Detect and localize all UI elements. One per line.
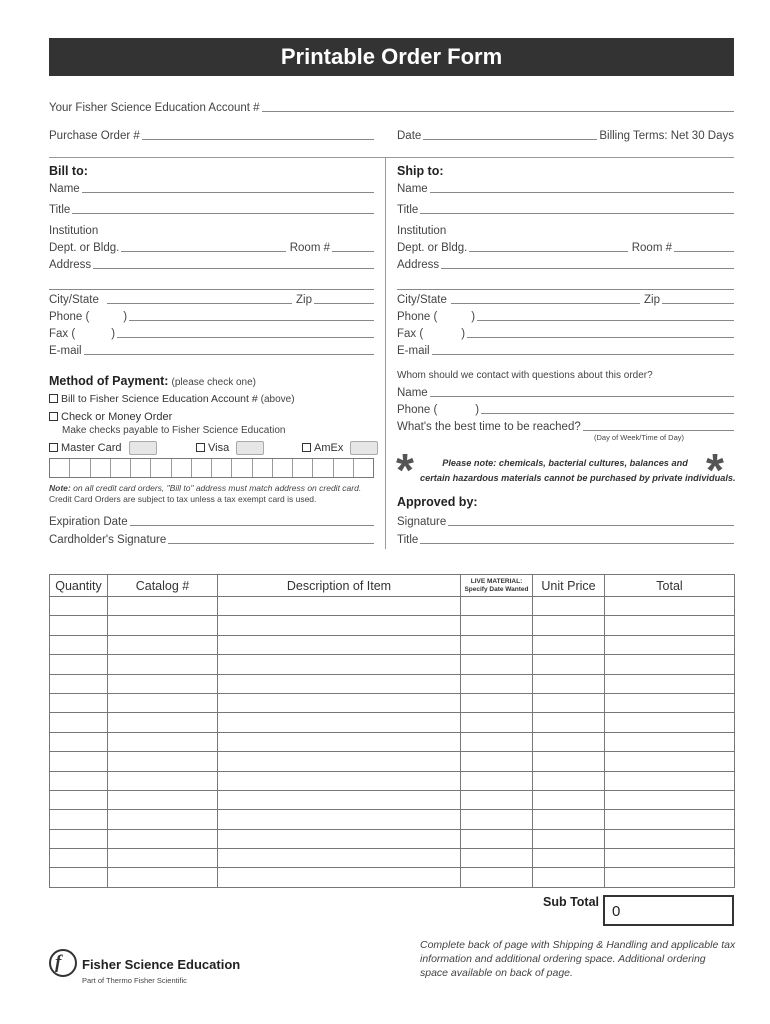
total-cell[interactable] xyxy=(605,616,735,635)
quantity-cell[interactable] xyxy=(50,868,108,887)
unit-price-cell[interactable] xyxy=(533,810,605,829)
bill-email-field[interactable] xyxy=(49,343,374,357)
ship-fax-label: Fax ( xyxy=(397,328,424,340)
live-material-cell[interactable] xyxy=(461,771,533,790)
quantity-cell[interactable] xyxy=(50,790,108,809)
total-cell[interactable] xyxy=(605,597,735,616)
catalog-cell[interactable] xyxy=(108,616,218,635)
total-cell[interactable] xyxy=(605,790,735,809)
table-row xyxy=(50,790,735,809)
amex-logo-icon xyxy=(350,441,378,455)
contact-phone-label: Phone ( xyxy=(397,404,438,416)
live-material-cell[interactable] xyxy=(461,655,533,674)
mastercard-checkbox[interactable] xyxy=(49,443,58,452)
ship-email-label: E-mail xyxy=(397,345,430,357)
bill-fax-field[interactable] xyxy=(49,326,374,340)
table-row xyxy=(50,597,735,616)
mastercard-option[interactable] xyxy=(49,441,157,455)
bill-address-field[interactable] xyxy=(49,257,374,271)
description-cell[interactable] xyxy=(218,849,461,868)
live-material-cell[interactable] xyxy=(461,713,533,732)
billing-terms: Billing Terms: Net 30 Days xyxy=(599,130,734,142)
quantity-cell[interactable] xyxy=(50,849,108,868)
description-cell[interactable] xyxy=(218,635,461,654)
page-title: Printable Order Form xyxy=(49,38,734,76)
description-cell[interactable] xyxy=(218,597,461,616)
hazard-note xyxy=(420,456,736,486)
catalog-cell[interactable] xyxy=(108,790,218,809)
quantity-cell[interactable] xyxy=(50,597,108,616)
total-cell[interactable] xyxy=(605,752,735,771)
table-row xyxy=(50,752,735,771)
live-material-cell[interactable] xyxy=(461,829,533,848)
ship-city-label: City/State xyxy=(397,294,447,306)
live-material-cell[interactable] xyxy=(461,732,533,751)
description-cell[interactable] xyxy=(218,829,461,848)
contact-question: Whom should we contact with questions about this order? xyxy=(397,370,653,381)
bill-zip-label: Zip xyxy=(296,294,312,306)
approved-heading: Approved by: xyxy=(397,495,478,509)
ship-institution-field[interactable] xyxy=(397,223,734,237)
ship-city-field[interactable] xyxy=(397,292,734,306)
card-number-grid[interactable] xyxy=(49,458,374,478)
ship-phone-paren: ) xyxy=(471,311,476,323)
live-material-cell[interactable] xyxy=(461,790,533,809)
quantity-cell[interactable] xyxy=(50,829,108,848)
quantity-cell[interactable] xyxy=(50,674,108,693)
fisher-logo-icon: f xyxy=(49,949,77,977)
total-cell[interactable] xyxy=(605,868,735,887)
live-material-subtitle: Specify Date Wanted xyxy=(464,585,529,593)
subtotal-field[interactable]: 0 xyxy=(603,895,734,926)
ship-fax-paren: ) xyxy=(461,328,466,340)
expiration-field[interactable] xyxy=(49,514,374,528)
bill-city-field[interactable] xyxy=(49,292,374,306)
catalog-cell[interactable] xyxy=(108,849,218,868)
card-note-bold: Note: xyxy=(49,483,71,493)
live-material-cell[interactable] xyxy=(461,752,533,771)
cardholder-field[interactable] xyxy=(49,532,374,546)
ship-dept-label: Dept. or Bldg. xyxy=(397,242,468,254)
description-cell[interactable] xyxy=(218,616,461,635)
unit-price-cell[interactable] xyxy=(533,829,605,848)
catalog-cell[interactable] xyxy=(108,655,218,674)
ship-fax-field[interactable] xyxy=(397,326,734,340)
cardholder-label: Cardholder's Signature xyxy=(49,534,167,546)
table-row xyxy=(50,674,735,693)
amex-option[interactable] xyxy=(302,441,378,455)
quantity-cell[interactable] xyxy=(50,616,108,635)
description-cell[interactable] xyxy=(218,732,461,751)
total-cell[interactable] xyxy=(605,849,735,868)
mastercard-label: Master Card xyxy=(61,441,122,454)
ship-institution-label: Institution xyxy=(397,225,447,237)
ship-phone-label: Phone ( xyxy=(397,311,438,323)
unit-price-cell[interactable] xyxy=(533,693,605,712)
total-cell[interactable] xyxy=(605,635,735,654)
unit-price-cell[interactable] xyxy=(533,849,605,868)
bill-phone-field[interactable] xyxy=(49,309,374,323)
quantity-cell[interactable] xyxy=(50,732,108,751)
live-material-cell[interactable] xyxy=(461,597,533,616)
table-row xyxy=(50,810,735,829)
description-cell[interactable] xyxy=(218,810,461,829)
ship-address-label: Address xyxy=(397,259,440,271)
card-note-text: on all credit card orders, "Bill to" address must match address on credit card. xyxy=(73,483,362,493)
table-header-row xyxy=(50,575,735,597)
approval-signature-field[interactable] xyxy=(397,514,734,528)
table-row xyxy=(50,635,735,654)
visa-logo-icon xyxy=(236,441,264,455)
column-divider xyxy=(385,157,386,549)
description-cell[interactable] xyxy=(218,771,461,790)
contact-name-label: Name xyxy=(397,387,428,399)
bill-institution-field[interactable] xyxy=(49,223,374,237)
visa-label: Visa xyxy=(208,441,230,454)
total-cell[interactable] xyxy=(605,732,735,751)
ship-room-label: Room # xyxy=(631,242,672,254)
bill-name-label: Name xyxy=(49,183,80,195)
best-time-label: What's the best time to be reached? xyxy=(397,421,581,433)
bill-address-label: Address xyxy=(49,259,92,271)
account-label: Your Fisher Science Education Account # xyxy=(49,102,260,114)
live-material-cell[interactable] xyxy=(461,693,533,712)
description-cell[interactable] xyxy=(218,868,461,887)
live-material-header xyxy=(461,575,533,597)
bill-dept-field[interactable] xyxy=(49,240,374,254)
table-row xyxy=(50,732,735,751)
live-material-title: LIVE MATERIAL: xyxy=(470,577,523,585)
quantity-cell[interactable] xyxy=(50,752,108,771)
ship-to-heading: Ship to: xyxy=(397,164,444,178)
catalog-cell[interactable] xyxy=(108,752,218,771)
unit-price-cell[interactable] xyxy=(533,674,605,693)
unit-price-cell[interactable] xyxy=(533,790,605,809)
catalog-cell[interactable] xyxy=(108,597,218,616)
description-cell[interactable] xyxy=(218,790,461,809)
logo-name: Fisher Science Education xyxy=(82,957,241,972)
bill-name-field[interactable] xyxy=(49,181,374,195)
total-cell[interactable] xyxy=(605,655,735,674)
check-note: Make checks payable to Fisher Science Education xyxy=(62,425,286,436)
table-row xyxy=(50,655,735,674)
ship-dept-field[interactable] xyxy=(397,240,734,254)
bill-account-note: (above) xyxy=(260,394,295,405)
description-cell[interactable] xyxy=(218,752,461,771)
catalog-cell[interactable] xyxy=(108,771,218,790)
asterisk-icon: * xyxy=(706,444,724,496)
check-label: Check or Money Order xyxy=(61,411,173,423)
description-cell[interactable] xyxy=(218,674,461,693)
table-row xyxy=(50,693,735,712)
bill-account-checkbox[interactable] xyxy=(49,394,58,403)
table-row xyxy=(50,771,735,790)
total-cell[interactable] xyxy=(605,829,735,848)
amex-checkbox[interactable] xyxy=(302,443,311,452)
ship-title-field[interactable] xyxy=(397,202,734,216)
payment-heading xyxy=(49,374,256,388)
unit-price-header: Unit Price xyxy=(533,575,605,597)
total-header: Total xyxy=(605,575,735,597)
po-field[interactable] xyxy=(49,128,374,142)
footer-note: Complete back of page with Shipping & Handling and applicable tax information and additional ordering space. Additional ordering space available on back of page. xyxy=(420,939,736,979)
unit-price-cell[interactable] xyxy=(533,655,605,674)
bill-email-label: E-mail xyxy=(49,345,82,357)
order-items-table xyxy=(49,574,735,888)
tax-note: Credit Card Orders are subject to tax unless a tax exempt card is used. xyxy=(49,494,317,504)
approval-title-field[interactable] xyxy=(397,532,734,546)
unit-price-cell[interactable] xyxy=(533,752,605,771)
live-material-cell[interactable] xyxy=(461,616,533,635)
logo-tagline: Part of Thermo Fisher Scientific xyxy=(82,976,187,985)
ship-address-field[interactable] xyxy=(397,257,734,271)
approval-signature-label: Signature xyxy=(397,516,447,528)
unit-price-cell[interactable] xyxy=(533,635,605,654)
ship-phone-field[interactable] xyxy=(397,309,734,323)
unit-price-cell[interactable] xyxy=(533,732,605,751)
catalog-cell[interactable] xyxy=(108,810,218,829)
amex-label: AmEx xyxy=(314,441,344,454)
hazard-note-line1: Please note: chemicals, bacterial cultures, balances and xyxy=(442,458,688,468)
total-cell[interactable] xyxy=(605,771,735,790)
bill-title-field[interactable] xyxy=(49,202,374,216)
catalog-cell[interactable] xyxy=(108,693,218,712)
bill-to-heading: Bill to: xyxy=(49,164,88,178)
total-cell[interactable] xyxy=(605,713,735,732)
subtotal-label: Sub Total xyxy=(543,895,600,909)
catalog-cell[interactable] xyxy=(108,713,218,732)
expiration-label: Expiration Date xyxy=(49,516,128,528)
payment-heading-label: Method of Payment: xyxy=(49,374,169,388)
quantity-cell[interactable] xyxy=(50,635,108,654)
quantity-cell[interactable] xyxy=(50,713,108,732)
bill-account-label: Bill to Fisher Science Education Account # xyxy=(61,393,258,405)
bill-city-label: City/State xyxy=(49,294,99,306)
description-cell[interactable] xyxy=(218,693,461,712)
description-header: Description of Item xyxy=(218,575,461,597)
live-material-cell[interactable] xyxy=(461,868,533,887)
live-material-cell[interactable] xyxy=(461,635,533,654)
ship-name-field[interactable] xyxy=(397,181,734,195)
approval-title-label: Title xyxy=(397,534,419,546)
check-checkbox[interactable] xyxy=(49,412,58,421)
live-material-cell[interactable] xyxy=(461,810,533,829)
visa-checkbox[interactable] xyxy=(196,443,205,452)
check-option[interactable] xyxy=(49,411,172,423)
date-field[interactable] xyxy=(397,128,734,142)
unit-price-cell[interactable] xyxy=(533,713,605,732)
payment-heading-note: (please check one) xyxy=(171,377,257,388)
catalog-cell[interactable] xyxy=(108,674,218,693)
date-label: Date xyxy=(397,130,422,142)
quantity-cell[interactable] xyxy=(50,810,108,829)
table-row xyxy=(50,868,735,887)
best-time-field[interactable] xyxy=(397,419,734,433)
quantity-cell[interactable] xyxy=(50,655,108,674)
bill-room-label: Room # xyxy=(289,242,330,254)
divider xyxy=(49,157,734,158)
ship-name-label: Name xyxy=(397,183,428,195)
bill-dept-label: Dept. or Bldg. xyxy=(49,242,120,254)
live-material-cell[interactable] xyxy=(461,849,533,868)
catalog-cell[interactable] xyxy=(108,868,218,887)
contact-phone-field[interactable] xyxy=(397,402,734,416)
bill-phone-paren: ) xyxy=(123,311,128,323)
ship-title-label: Title xyxy=(397,204,419,216)
bill-phone-label: Phone ( xyxy=(49,311,90,323)
bill-account-option[interactable] xyxy=(49,393,295,405)
ship-email-field[interactable] xyxy=(397,343,734,357)
catalog-cell[interactable] xyxy=(108,635,218,654)
ship-address-line-2[interactable] xyxy=(397,289,734,290)
description-cell[interactable] xyxy=(218,655,461,674)
catalog-cell[interactable] xyxy=(108,732,218,751)
account-field[interactable] xyxy=(49,100,734,114)
catalog-cell[interactable] xyxy=(108,829,218,848)
catalog-header: Catalog # xyxy=(108,575,218,597)
unit-price-cell[interactable] xyxy=(533,616,605,635)
bill-fax-paren: ) xyxy=(111,328,116,340)
bill-title-label: Title xyxy=(49,204,71,216)
table-row xyxy=(50,616,735,635)
table-row xyxy=(50,829,735,848)
total-cell[interactable] xyxy=(605,674,735,693)
table-row xyxy=(50,849,735,868)
asterisk-icon: * xyxy=(396,444,414,496)
mastercard-logo-icon xyxy=(129,441,157,455)
bill-fax-label: Fax ( xyxy=(49,328,76,340)
hazard-note-line2: certain hazardous materials cannot be purchased by private individuals. xyxy=(420,473,736,483)
best-time-hint: (Day of Week/Time of Day) xyxy=(594,433,685,442)
unit-price-cell[interactable] xyxy=(533,868,605,887)
unit-price-cell[interactable] xyxy=(533,597,605,616)
contact-name-field[interactable] xyxy=(397,385,734,399)
card-address-note xyxy=(49,483,361,493)
table-row xyxy=(50,713,735,732)
quantity-cell[interactable] xyxy=(50,771,108,790)
ship-zip-label: Zip xyxy=(644,294,660,306)
description-cell[interactable] xyxy=(218,713,461,732)
bill-institution-label: Institution xyxy=(49,225,99,237)
visa-option[interactable] xyxy=(196,441,264,455)
quantity-cell[interactable] xyxy=(50,693,108,712)
live-material-cell[interactable] xyxy=(461,674,533,693)
bill-address-line-2[interactable] xyxy=(49,289,374,290)
quantity-header: Quantity xyxy=(50,575,108,597)
po-label: Purchase Order # xyxy=(49,130,140,142)
contact-phone-paren: ) xyxy=(475,404,480,416)
total-cell[interactable] xyxy=(605,693,735,712)
unit-price-cell[interactable] xyxy=(533,771,605,790)
total-cell[interactable] xyxy=(605,810,735,829)
